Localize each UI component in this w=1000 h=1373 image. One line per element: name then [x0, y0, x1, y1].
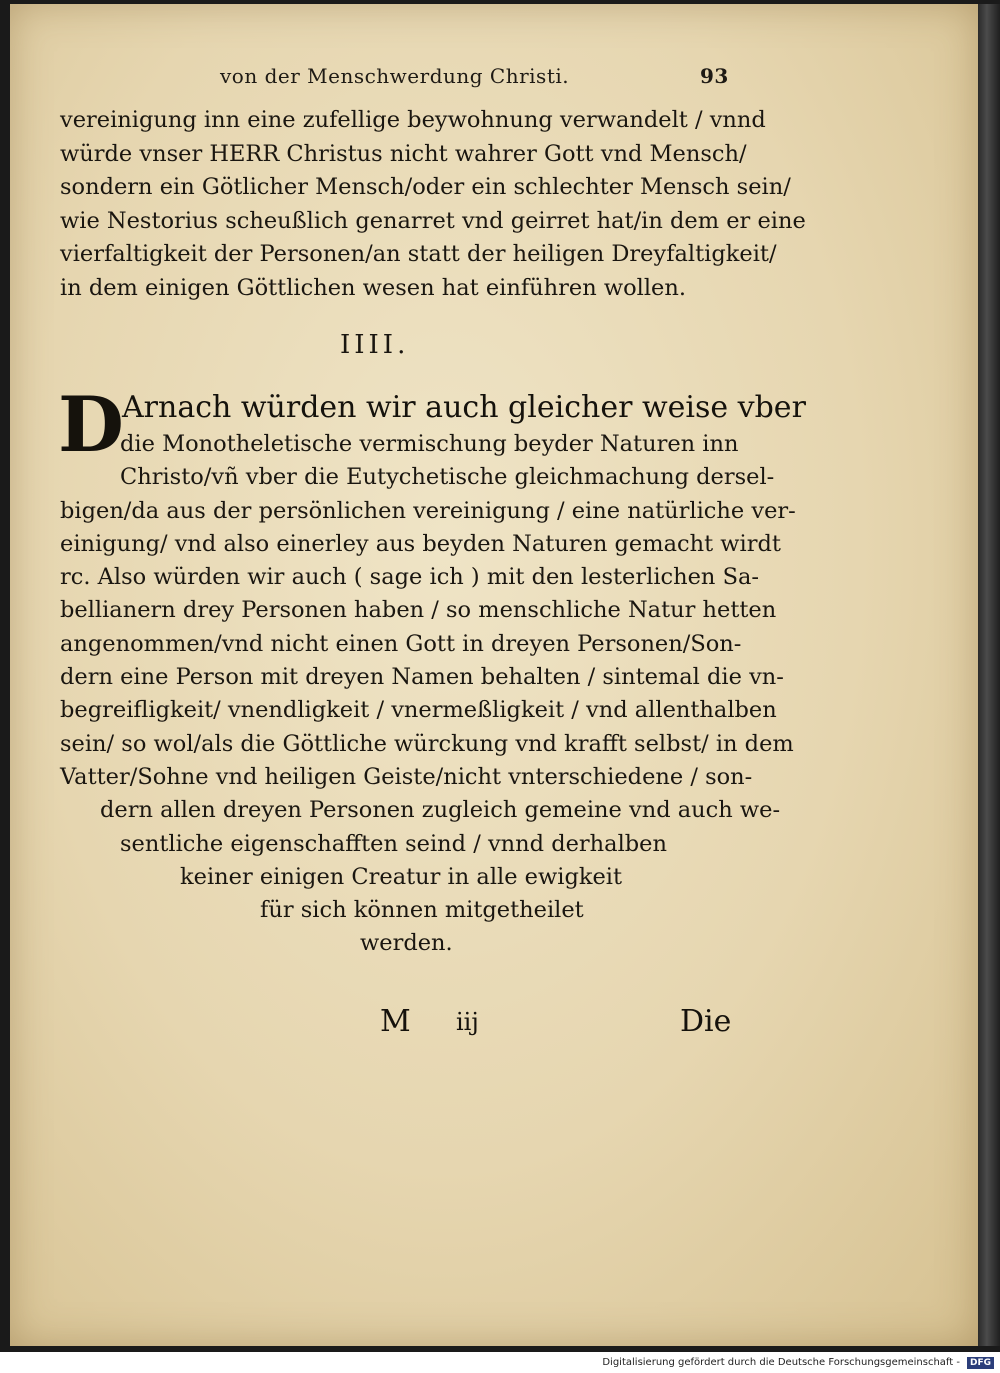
- book-spine: [978, 4, 1000, 1346]
- section-number: IIII.: [340, 330, 410, 360]
- funding-note: Digitalisierung gefördert durch die Deutsche Forschungsgemeinschaft -: [602, 1357, 960, 1368]
- text-line: bigen/da aus der persönlichen vereinigung / eine natürliche ver-: [60, 497, 796, 524]
- page-number: 93: [700, 64, 729, 88]
- text-line: keiner einigen Creatur in alle ewigkeit: [180, 863, 623, 890]
- decorated-initial: D: [58, 380, 124, 469]
- text-line: vereinigung inn eine zufellige beywohnung verwandelt / vnnd: [60, 107, 766, 133]
- text-line: bellianern drey Personen haben / so menschliche Natur hetten: [60, 597, 777, 624]
- text-line: dern eine Person mit dreyen Namen behalten / sintemal die vn-: [60, 664, 784, 691]
- text-line: rc. Also würden wir auch ( sage ich ) mit den lesterlichen Sa-: [60, 564, 759, 591]
- text-line: sondern ein Götlicher Mensch/oder ein schlechter Mensch sein/: [60, 174, 791, 200]
- text-line: dern allen dreyen Personen zugleich gemeine vnd auch we-: [100, 797, 781, 824]
- text-line: für sich können mitgetheilet: [260, 897, 584, 924]
- text-line: sein/ so wol/als die Göttliche würckung vnd krafft selbst/ in dem: [60, 730, 794, 757]
- text-line: die Monotheletische vermischung beyder Naturen inn: [120, 431, 739, 457]
- text-line: sentliche eigenschafften seind / vnnd derhalben: [120, 830, 667, 857]
- text-line: würde vnser HERR Christus nicht wahrer Gott vnd Mensch/: [60, 140, 747, 167]
- text-line: begreifligkeit/ vnendligkeit / vnermeßligkeit / vnd allenthalben: [60, 697, 777, 724]
- text-line: vierfaltigkeit der Personen/an statt der heiligen Dreyfaltigkeit/: [60, 241, 777, 267]
- section-opening-line: Arnach würden wir auch gleicher weise vber: [122, 390, 806, 425]
- text-line: angenommen/vnd nicht einen Gott in dreyen Personen/Son-: [60, 630, 742, 657]
- text-line: einigung/ vnd also einerley aus beyden Naturen gemacht wirdt: [60, 530, 781, 557]
- text-line: Christo/vñ vber die Eutychetische gleichmachung dersel-: [120, 464, 775, 491]
- digitization-footer: [0, 1356, 1000, 1373]
- paragraph-2: [60, 428, 796, 961]
- signature-mark: M: [380, 1004, 411, 1039]
- text-line: werden.: [360, 930, 453, 957]
- text-line: wie Nestorius scheußlich genarret vnd geirret hat/in dem er eine: [60, 207, 806, 234]
- text-line: Vatter/Sohne vnd heiligen Geiste/nicht vnterschiedene / son-: [60, 763, 753, 790]
- text-line: in dem einigen Göttlichen wesen hat einführen wollen.: [60, 274, 687, 301]
- signature-leaf: iij: [456, 1008, 479, 1036]
- catchword: Die: [680, 1004, 732, 1039]
- paragraph-1: [60, 104, 806, 305]
- running-head-title: von der Menschwerdung Christi.: [220, 64, 570, 88]
- dfg-logo: DFG: [967, 1357, 994, 1369]
